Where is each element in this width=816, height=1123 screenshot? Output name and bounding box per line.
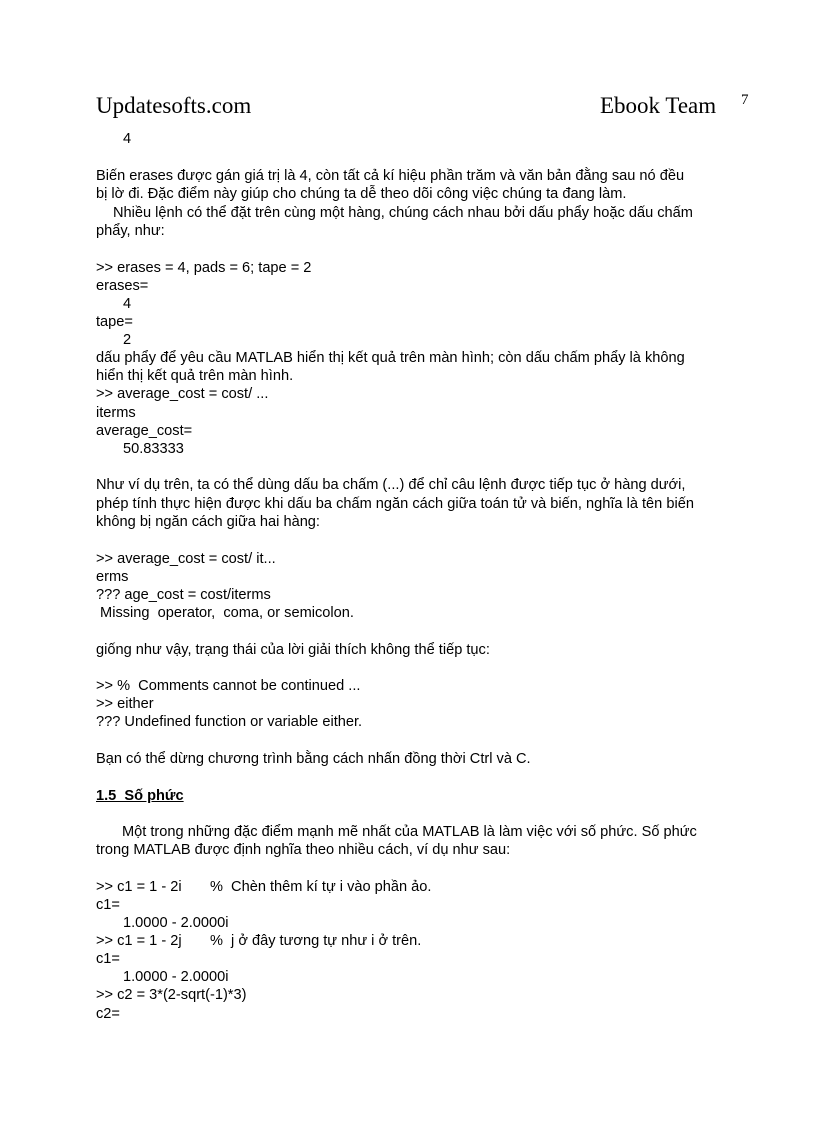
paragraph-line: Nhiều lệnh có thể đặt trên cùng một hàng, chúng cách nhau bởi dấu phẩy hoặc dấu chấm: [113, 205, 693, 221]
paragraph-line: bị lờ đi. Đặc điểm này giúp cho chúng ta dễ theo dõi công việc chúng ta đang làm.: [96, 186, 627, 202]
code-line: erases=: [96, 278, 149, 294]
paragraph-line: hiển thị kết quả trên màn hình.: [96, 368, 294, 384]
code-line: >> average_cost = cost/ it...: [96, 551, 276, 567]
code-line: iterms: [96, 405, 136, 421]
code-line: >> % Comments cannot be continued ...: [96, 678, 361, 694]
paragraph-line: Biến erases được gán giá trị là 4, còn tất cả kí hiệu phần trăm và văn bản đằng sau nó đều: [96, 168, 685, 184]
paragraph-line: không bị ngăn cách giữa hai hàng:: [96, 514, 320, 530]
code-line: >> c2 = 3*(2-sqrt(-1)*3): [96, 987, 247, 1003]
output-value: 4: [123, 131, 132, 147]
code-line: >> erases = 4, pads = 6; tape = 2: [96, 260, 312, 276]
paragraph-line: giống như vậy, trạng thái của lời giải thích không thể tiếp tục:: [96, 642, 490, 658]
section-heading: 1.5 Số phức: [96, 788, 184, 804]
code-line: c1=: [96, 951, 120, 967]
code-line: >> either: [96, 696, 154, 712]
output-value: 4: [123, 296, 132, 312]
code-line: erms: [96, 569, 129, 585]
output-value: 2: [123, 332, 132, 348]
page-number: 7: [741, 92, 749, 108]
code-line: c2=: [96, 1006, 120, 1022]
paragraph-line: trong MATLAB được định nghĩa theo nhiều cách, ví dụ như sau:: [96, 842, 511, 858]
header-team-name: Ebook Team: [600, 93, 717, 118]
header-site-name: Updatesofts.com: [96, 93, 252, 118]
paragraph-line: Như ví dụ trên, ta có thể dùng dấu ba chấm (...) để chỉ câu lệnh được tiếp tục ở hàng dưới,: [96, 477, 686, 493]
code-line: ??? age_cost = cost/iterms: [96, 587, 271, 603]
code-line: >> average_cost = cost/ ...: [96, 386, 269, 402]
output-value: 1.0000 - 2.0000i: [123, 969, 229, 985]
paragraph-line: dấu phẩy để yêu cầu MATLAB hiển thị kết quả trên màn hình; còn dấu chấm phẩy là không: [96, 350, 685, 366]
paragraph-line: phép tính thực hiện được khi dấu ba chấm ngăn cách giữa toán tử và biến, nghĩa là tên biến: [96, 496, 694, 512]
code-line: Missing operator, coma, or semicolon.: [96, 605, 354, 621]
code-line: ??? Undefined function or variable either.: [96, 714, 363, 730]
code-line: >> c1 = 1 - 2i % Chèn thêm kí tự i vào phần ảo.: [96, 879, 432, 895]
code-line: tape=: [96, 314, 133, 330]
code-line: c1=: [96, 897, 120, 913]
output-value: 1.0000 - 2.0000i: [123, 915, 229, 931]
paragraph-line: Một trong những đặc điểm mạnh mẽ nhất của MATLAB là làm việc với số phức. Số phức: [122, 824, 697, 840]
output-value: 50.83333: [123, 441, 184, 457]
paragraph-line: Bạn có thể dừng chương trình bằng cách nhấn đồng thời Ctrl và C.: [96, 751, 531, 767]
code-line: >> c1 = 1 - 2j % j ở đây tương tự như i ở trên.: [96, 933, 422, 949]
paragraph-line: phẩy, như:: [96, 223, 165, 239]
code-line: average_cost=: [96, 423, 193, 439]
